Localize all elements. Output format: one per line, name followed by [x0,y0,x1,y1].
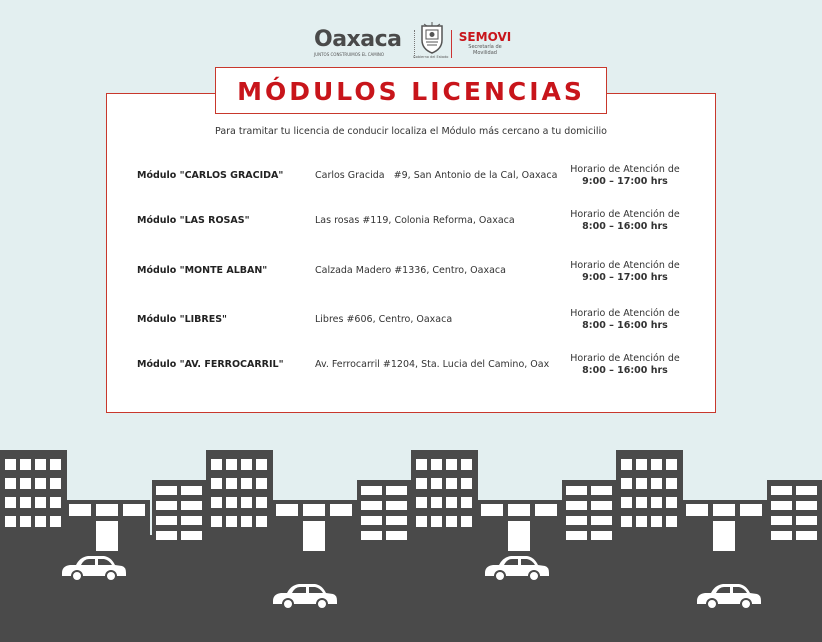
module-row-las-rosas [0,209,822,239]
semovi-name: SEMOVI [458,30,512,44]
module-hours [562,353,688,377]
hours-value: 8:00 – 16:00 hrs [582,320,668,331]
module-address: Av. Ferrocarril #1204, Sta. Lucia del Camino, Oax [315,359,550,370]
module-name: Módulo "MONTE ALBAN" [137,265,268,276]
module-address: Las rosas #119, Colonia Reforma, Oaxaca [315,215,515,226]
hours-value: 9:00 – 17:00 hrs [582,272,668,283]
module-name: Módulo "LAS ROSAS" [137,215,250,226]
semovi-sub1: Secretaría de [468,44,502,50]
module-hours [562,164,688,188]
hours-label: Horario de Atención de [570,164,680,175]
module-name: Módulo "LIBRES" [137,314,228,325]
hours-value: 8:00 – 16:00 hrs [582,221,668,232]
module-name: Módulo "CARLOS GRACIDA" [137,170,284,181]
hours-value: 8:00 – 16:00 hrs [582,365,668,376]
module-address: Calzada Madero #1336, Centro, Oaxaca [315,265,506,276]
semovi-logo [455,31,515,56]
header-divider [414,30,415,58]
intro-text: Para tramitar tu licencia de conducir localiza el Módulo más cercano a tu domicilio [215,126,607,137]
oaxaca-logo-word: Oaxaca [314,27,402,52]
module-address: Carlos Gracida #9, San Antonio de la Cal, Oaxaca [315,170,558,181]
hours-label: Horario de Atención de [570,353,680,364]
city-skyline-illustration [0,440,822,642]
module-hours [562,209,688,233]
module-row-carlos-gracida [0,163,822,193]
oaxaca-logo [314,28,408,62]
module-hours [562,308,688,332]
module-row-monte-alban [0,260,822,290]
module-hours [562,260,688,284]
module-address: Libres #606, Centro, Oaxaca [315,314,453,325]
hours-label: Horario de Atención de [570,209,680,220]
module-name: Módulo "AV. FERROCARRIL" [137,359,284,370]
title-box [215,67,607,114]
hours-label: Horario de Atención de [570,260,680,271]
module-row-libres [0,308,822,338]
semovi-sub2: Movilidad [473,50,497,56]
page-title: MÓDULOS LICENCIAS [237,77,585,106]
oaxaca-logo-tagline: JUNTOS CONSTRUIMOS EL CAMINO [314,52,385,57]
seal-caption: Gobierno del Estado [413,55,449,59]
header-divider-red [451,30,452,58]
module-row-av-ferrocarril [0,353,822,383]
hours-label: Horario de Atención de [570,308,680,319]
hours-value: 9:00 – 17:00 hrs [582,176,668,187]
